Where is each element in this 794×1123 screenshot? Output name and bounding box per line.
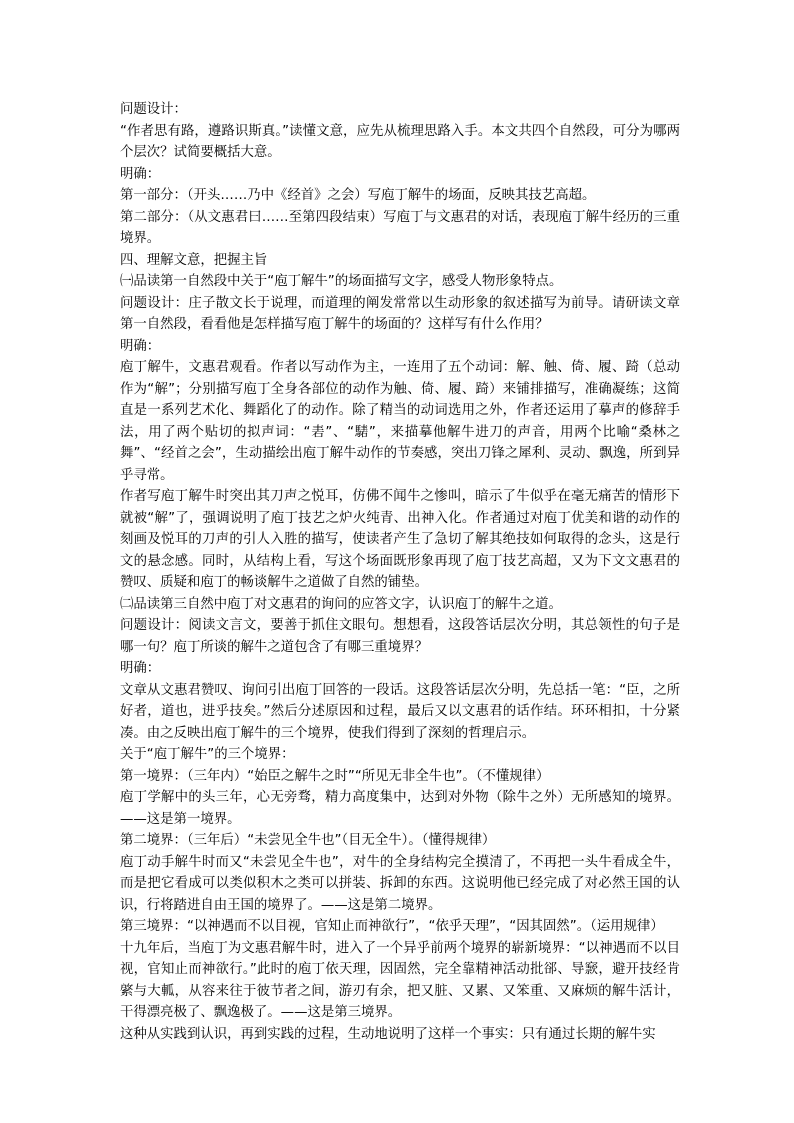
paragraph-question: “作者思有路，遵路识斯真。”读懂文意，应先从梳理思路入手。本文共四个自然段，可分为哪两个层次？试简要概括大意。 — [120, 123, 680, 160]
paragraph-question: 问题设计：阅读文言文，要善于抓住文眼句。想想看，这段答话层次分明，其总领性的句子是哪一句？庖丁所谈的解牛之道包含了有哪三重境界？ — [120, 618, 680, 655]
document-body — [120, 99, 680, 1045]
subsection-heading-two: ㈡品读第三自然中庖丁对文惠君的询问的应答文字，认识庖丁的解牛之道。 — [120, 596, 562, 612]
paragraph-body: 这种从实践到认识，再到实践的过程，生动地说明了这样一个事实：只有通过长期的解牛实 — [120, 1026, 656, 1042]
section-heading: 四、理解文意，把握主旨 — [120, 252, 268, 268]
paragraph-body: 文章从文惠君赞叹、询问引出庖丁回答的一段话。这段答话层次分明，先总括一笔：“臣，之所好者，道也，进乎技矣。”然后分述原因和过程，最后又以文惠君的话作结。环环相扣，十分紧凑。由之反映出庖丁解牛的三个境界，使我们得到了深刻的哲理启示。 — [120, 682, 680, 741]
paragraph-answer-label: 明确： — [120, 166, 161, 182]
paragraph-answer-label: 明确： — [120, 338, 161, 354]
paragraph-realm-one-title: 第一境界：（三年内）“始臣之解牛之时”“所见无非全牛也”。（不懂规律） — [120, 768, 550, 784]
paragraph-question-label: 问题设计： — [120, 102, 187, 117]
paragraph-body: 作者写庖丁解牛时突出其刀声之悦耳，仿佛不闻牛之惨叫，暗示了牛似乎在毫无痛苦的情形下就被“解”了，强调说明了庖丁技艺之炉火纯青、出神入化。作者通过对庖丁优美和谐的动作的刻画及悦耳的刀声的引人入胜的描写，使读者产生了急切了解其绝技如何取得的念头，这是行文的悬念感。同时，从结构上看，写这个场面既形象再现了庖丁技艺高超，又为下文文惠君的赞叹、质疑和庖丁的畅谈解牛之道做了自然的铺垫。 — [120, 489, 680, 590]
paragraph-realm-two-title: 第二境界：（三年后）“未尝见全牛也”（目无全牛）。（懂得规律） — [120, 833, 496, 848]
paragraph-body: 关于“庖丁解牛”的三个境界： — [120, 747, 295, 762]
paragraph-body: 庖丁解牛，文惠君观看。作者以写动作为主，一连用了五个动词：解、触、倚、履、踦（总动作为“解”；分别描写庖丁全身各部位的动作为触、倚、履、踦）来铺排描写，准确凝练；这简直是一系列艺术化、舞蹈化了的动作。除了精当的动词选用之外，作者还运用了摹声的修辞手法，用了两个贴切的拟声词：“砉”、“騞”，来描摹他解牛进刀的声音，用两个比喻“桑林之舞”、“经首之会”，生动描绘出庖丁解牛动作的节奏感，突出刀锋之犀利、灵动、飘逸，所到异乎寻常。 — [120, 360, 680, 483]
paragraph-realm-one-body: 庖丁学解中的头三年，心无旁骛，精力高度集中，达到对外物（除牛之外）无所感知的境界。——这是第一境界。 — [120, 790, 680, 827]
paragraph-question: 问题设计：庄子散文长于说理，而道理的阐发常常以生动形象的叙述描写为前导。请研读文章第一自然段，看看他是怎样描写庖丁解牛的场面的？这样写有什么作用？ — [120, 295, 680, 332]
paragraph-part-two: 第二部分：（从文惠君曰……至第四段结束）写庖丁与文惠君的对话，表现庖丁解牛经历的三重境界。 — [120, 209, 680, 246]
subsection-heading-one: ㈠品读第一自然段中关于“庖丁解牛”的场面描写文字，感受人物形象特点。 — [120, 274, 563, 289]
paragraph-answer-label: 明确： — [120, 661, 161, 676]
paragraph-realm-two-body: 庖丁动手解牛时而又“未尝见全牛也”，对牛的全身结构完全摸清了，不再把一头牛看成全牛，而是把它看成可以类似积木之类可以拼装、拆卸的东西。这说明他已经完成了对必然王国的认识，行将踏进自由王国的境界了。——这是第二境界。 — [120, 854, 680, 913]
paragraph-realm-three-body: 十九年后，当庖丁为文惠君解牛时，进入了一个异乎前两个境界的崭新境界：“以神遇而不以目视，官知止而神欲行。”此时的庖丁依天理，因固然，完全靠精神活动批郤、导窾，避开技经肯綮与大軱，从容来往于彼节者之间，游刃有余，把又脏、又累、又笨重、又麻烦的解牛活计，干得漂亮极了、飘逸极了。——这是第三境界。 — [120, 940, 680, 1020]
paragraph-part-one: 第一部分：（开头……乃中《经首》之会）写庖丁解牛的场面，反映其技艺高超。 — [120, 188, 596, 203]
paragraph-realm-three-title: 第三境界：“以神遇而不以目视，官知止而神欲行”，“依乎天理”，“因其固然”。（运用规律） — [120, 919, 664, 934]
